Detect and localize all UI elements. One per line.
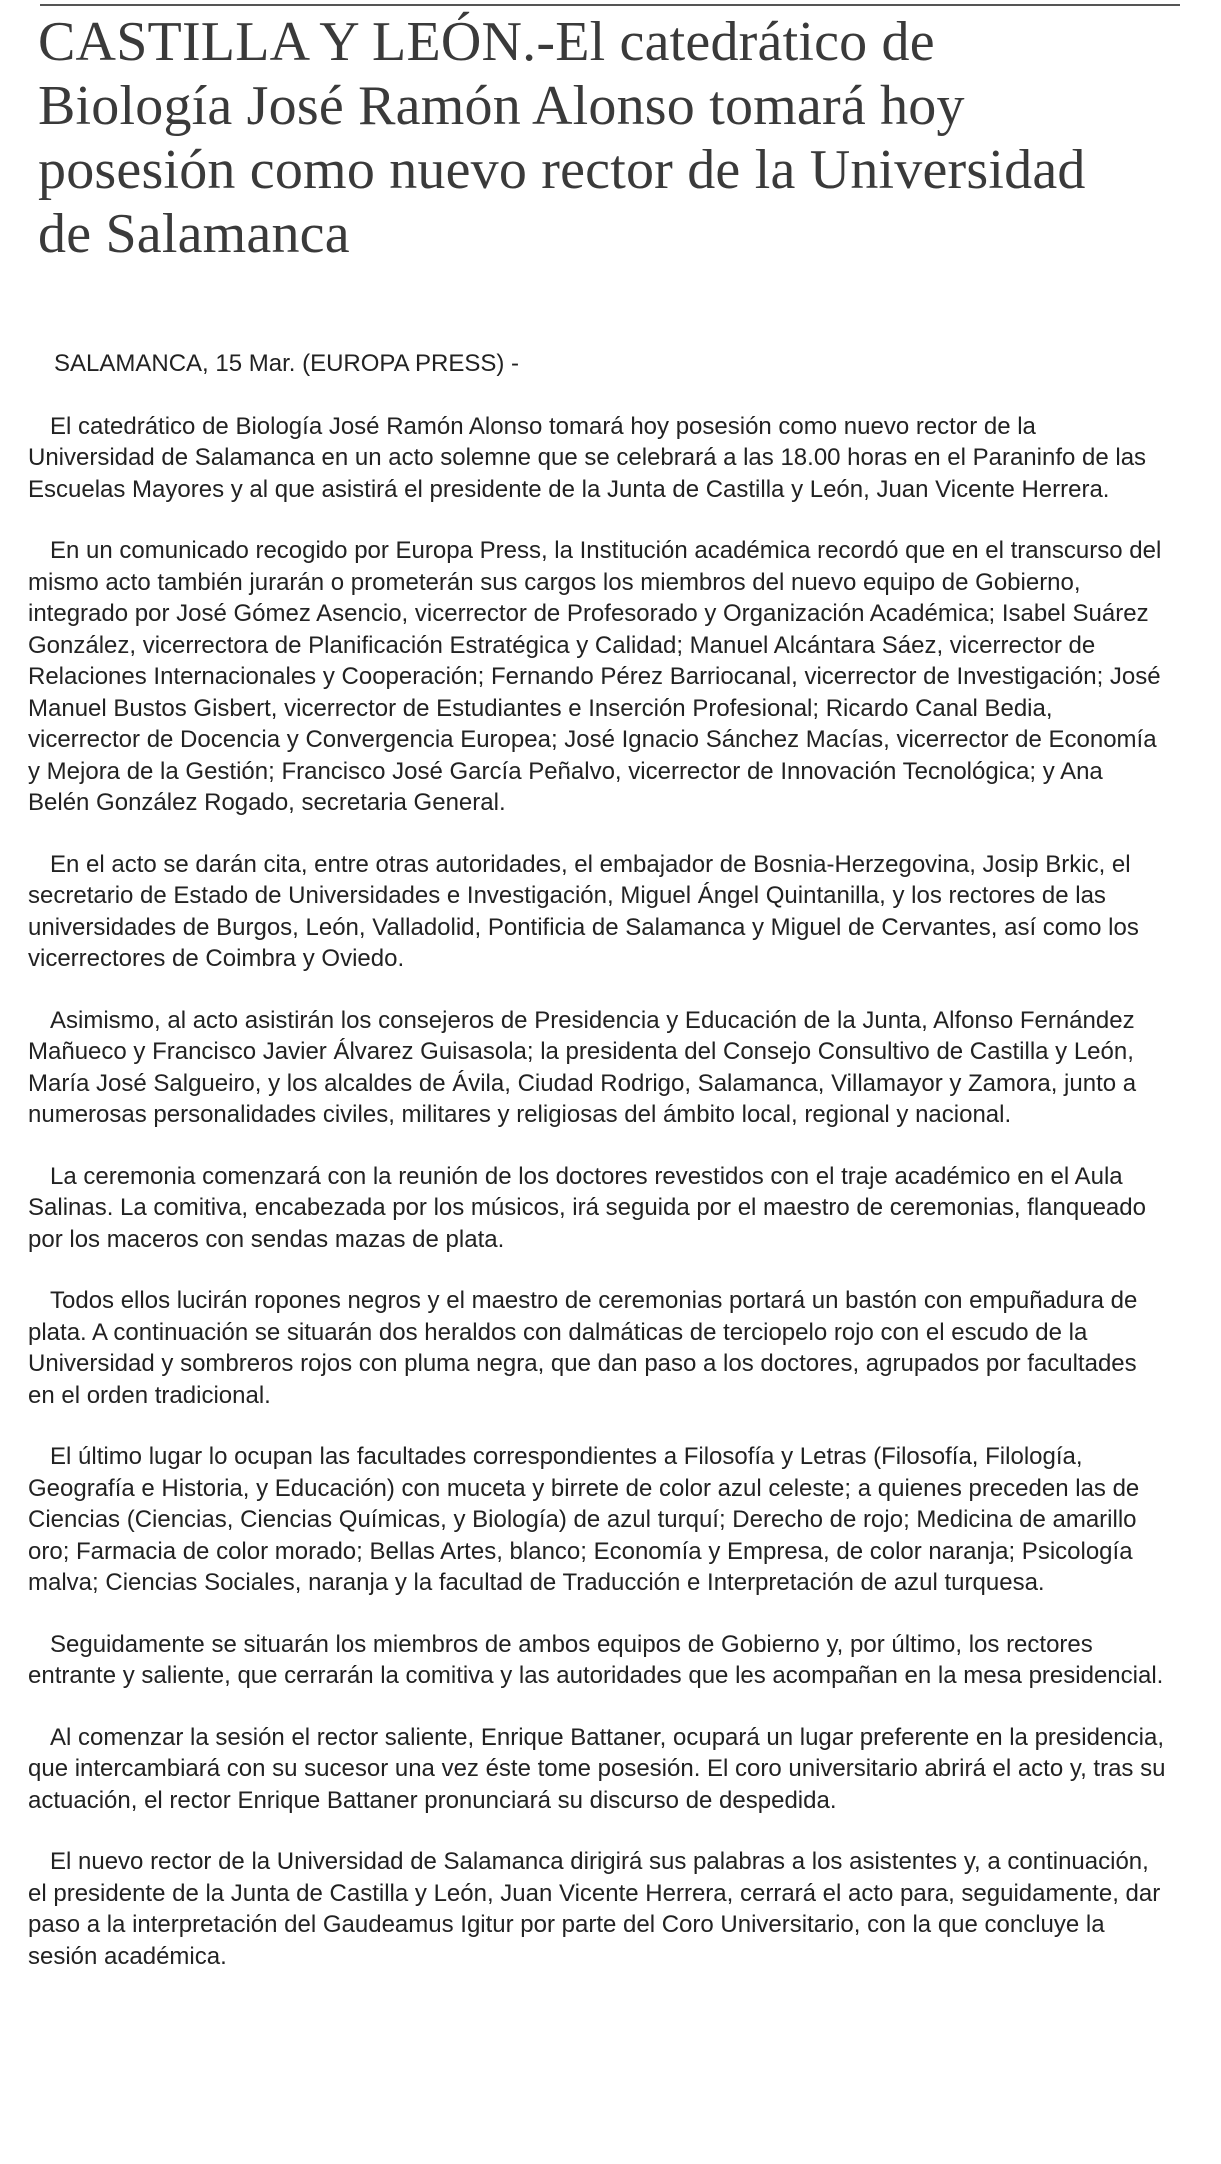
- dateline: SALAMANCA, 15 Mar. (EUROPA PRESS) -: [54, 350, 520, 377]
- paragraph-10: El nuevo rector de la Universidad de Salamanca dirigirá sus palabras a los asistentes y, a continuación, el presidente de la Junta de Castilla y León, Juan Vicente Herrera, cerrará el acto para, seguidamente, dar paso a la interpretación del Gaudeamus Igitur por parte del Coro Universitario, con la que concluye la sesión académica.: [28, 1848, 1161, 1970]
- paragraph-1: El catedrático de Biología José Ramón Alonso tomará hoy posesión como nuevo rector de la Universidad de Salamanca en un acto solemne que se celebrará a las 18.00 horas en el Paraninfo de las Escuelas Mayores y al que asistirá el presidente de la Junta de Castilla y León, Juan Vicente Herrera.: [28, 412, 1147, 503]
- paragraph-4: Asimismo, al acto asistirán los consejeros de Presidencia y Educación de la Junta, Alfonso Fernández Mañueco y Francisco Javier Álvarez Guisasola; la presidenta del Consejo Consultivo de Castilla y León, María José Salgueiro, y los alcaldes de Ávila, Ciudad Rodrigo, Salamanca, Villamayor y Zamora, junto a numerosas personalidades civiles, militares y religiosas del ámbito local, regional y nacional.: [28, 1006, 1137, 1128]
- paragraph-6: Todos ellos lucirán ropones negros y el maestro de ceremonias portará un bastón con empuñadura de plata. A continuación se situarán dos heraldos con dalmáticas de terciopelo rojo con el escudo de la Universidad y sombreros rojos con pluma negra, que dan paso a los doctores, agrupados por facultades en el orden tradicional.: [28, 1287, 1138, 1409]
- paragraph-7: El último lugar lo ocupan las facultades correspondientes a Filosofía y Letras (Filosofía, Filología, Geografía e Historia, y Educación) con muceta y birrete de color azul celeste; a quienes preceden las de Ciencias (Ciencias, Ciencias Químicas, y Biología) de azul turquí; Derecho de rojo; Medicina de amarillo oro; Farmacia de color morado; Bellas Artes, blanco; Economía y Empresa, de color naranja; Psicología malva; Ciencias Sociales, naranja y la facultad de Traducción e Interpretación de azul turquesa.: [28, 1443, 1140, 1596]
- top-rule: [40, 4, 1180, 6]
- article-body: [28, 348, 1168, 2002]
- headline: CASTILLA Y LEÓN.-El catedrático de Biología José Ramón Alonso tomará hoy posesión como nuevo rector de la Universidad de Salamanca: [38, 11, 1086, 265]
- paragraph-8: Seguidamente se situarán los miembros de ambos equipos de Gobierno y, por último, los rectores entrante y saliente, que cerrarán la comitiva y las autoridades que les acompañan en la mesa presidencial.: [28, 1630, 1164, 1689]
- paragraph-3: En el acto se darán cita, entre otras autoridades, el embajador de Bosnia-Herzegovina, Josip Brkic, el secretario de Estado de Universidades e Investigación, Miguel Ángel Quintanilla, y los rectores de las universidades de Burgos, León, Valladolid, Pontificia de Salamanca y Miguel de Cervantes, así como los vicerrectores de Coimbra y Oviedo.: [28, 850, 1139, 972]
- paragraph-5: La ceremonia comenzará con la reunión de los doctores revestidos con el traje académico en el Aula Salinas. La comitiva, encabezada por los músicos, irá seguida por el maestro de ceremonias, flanqueado por los maceros con sendas mazas de plata.: [28, 1162, 1146, 1253]
- paragraph-2: En un comunicado recogido por Europa Press, la Institución académica recordó que en el transcurso del mismo acto también jurarán o prometerán sus cargos los miembros del nuevo equipo de Gobierno, integrado por José Gómez Asencio, vicerrector de Profesorado y Organización Académica; Isabel Suárez González, vicerrectora de Planificación Estratégica y Calidad; Manuel Alcántara Sáez, vicerrector de Relaciones Internacionales y Cooperación; Fernando Pérez Barriocanal, vicerrector de Investigación; José Manuel Bustos Gisbert, vicerrector de Estudiantes e Inserción Profesional; Ricardo Canal Bedia, vicerrector de Docencia y Convergencia Europea; José Ignacio Sánchez Macías, vicerrector de Economía y Mejora de la Gestión; Francisco José García Peñalvo, vicerrector de Innovación Tecnológica; y Ana Belén González Rogado, secretaria General.: [28, 537, 1162, 816]
- paragraph-9: Al comenzar la sesión el rector saliente, Enrique Battaner, ocupará un lugar preferente en la presidencia, que intercambiará con su sucesor una vez éste tome posesión. El coro universitario abrirá el acto y, tras su actuación, el rector Enrique Battaner pronunciará su discurso de despedida.: [28, 1723, 1166, 1814]
